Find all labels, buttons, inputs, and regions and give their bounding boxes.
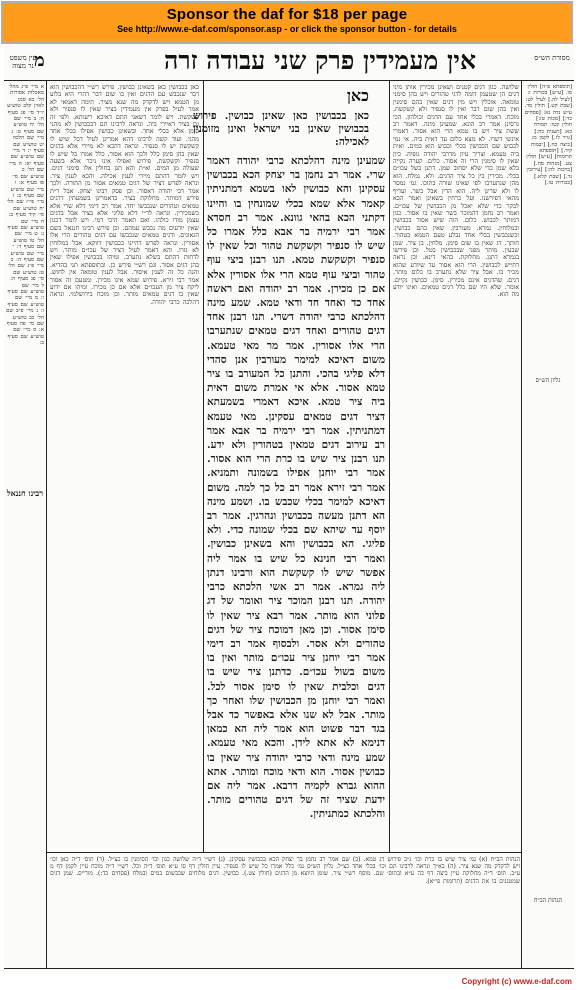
rabbenu-chananel-heading: רבינו חננאל [6,488,44,498]
folio-number: מ [34,50,45,71]
ein-mishpat-column: א מיי׳ פ״ג מהל׳ מאכלות אסורות הל׳ כא סמג לאוין קלב טוש״ע יו״ד סי׳ פג סעיף ח: ב מיי׳ שם הל׳ יח טוש״ע שם סעיף ט: ג מיי׳ שם הלכה יט טוש״ע שם סעיף י: ד מיי׳ שם טוש״ע שם סעיף יא: ה מיי׳ שם הל׳ כ טוש״ע שם סי׳ פו סעיף א: ו מיי׳ שם טוש״ע שם סעיף ב: ז מיי׳ פי״ז שם הל׳ יח טוש״ע שם סי׳ קיד סעיף ב: ח מיי׳ שם טוש״ע שם סעיף ג: ט מיי׳ שם הל׳ טו טוש״ע שם סעיף ד: י מיי׳ שם טוש״ע שם סעיף ה: כ מיי׳ פ״ג שם הל׳ טז טוש״ע שם סי׳ פג סעיף ה: ל מיי׳ שם טוש״ע שם סעיף ו: מ מיי׳ שם טוש״ע שם סעיף ז: נ מיי׳ פ״ב שם הל׳ כב טוש״ע שם סי׳ פה סעיף א: ס מיי׳ שם טוש״ע שם סעיף ב: [6,84,44,347]
ein-mishpat-heading: עין משפט נר מצוה [9,54,37,70]
rashi-column: שלושה. כגון דגים קטנים ושאינן מכירין אותן מיני דגים הן שטעמן דומה לדגי טהורים ויש בהן סימני טומאה. אוכלין ויש מין דגים שאין בהם סימנין ואין בהן שום דבר ואין לו סנפיר ולא קשקשת. מוכח. דאמרי בכלי אחד עם הדגים וכולהון. הכי גרסינן אמר רב הונא. שמעינן מינה. דאמר רב ששת ציר ויש בו טמא הרי הוא אסור. דאמרי אינשי דשרו. לא מצא כלום עד דאית ביה. אי נמי לכבוש שם הכבושין בכלי וכבוש הוא במים. ואית ביה טעמא. וצריך עיון מדרבי יהודה גופיה. כיון שאין לו סימנין הרי זה אסור. כלים. קערה נקייה בלא שמן כדי שלא יסחוב שמן. דתנן בשל עכו״ם בכלי. מכירין בין כל ציר הדגים. ולא. נמלח. הוא מהן שנתערבו לפי שאינו שורה בתוכו. גמ׳ נמסר לו ולא שרינן ליה. הוא הדין אבל בשר. ועדיף מהאי דפירשנו. ועל כרחין בשאינן ואמר הבא לבקר כדי שלא יאכל מן הכבושין של עכו״ם. ואמר רב נחמן דהמוכר בשר שאין בו אסור. כגון דמותר לכבוש. כלום. הוה שיש אסור בכבושין ובמלוחין. גמרא. מעורבין. שאין בהם כבושין. וכשנכבשין בכלי אחד נבלע טעם הטמא בטהור. חותך. דג שאין בו שום סימן. מלחין. בן ציר. שמן שבעין. מותר מפני שבכבושין בטל. וכן פירשו בגמרא דתנן. מחלוקת. בהאי דינא. וכן נראה דחייש לכבושין. הרי הוא אסור עד שיודע שהוא מכיר בו. אבל ציר שלא נתערב בו כלום מותר. דגים. שהדגים אינם מכירין. סימן. כבושין נקיים. אומר. שלא היו שם כלל דגים טמאים. ואינו יודע מה הוא. [393,84,519,299]
footnote-divider [46,852,522,853]
column-divider [389,80,390,852]
footnotes-column: הגהות הב״ח (א) גמ׳ ציר שיש בו כרת וכו׳ נ״ב פירוש דג טמא. (ב) שם אמר רב נחמן בר יצחק הכא בכבושין עסקינן. (ג) רש״י ד״ה שלושה כגון וכו׳ הסימנין בו כצ״ל. (ד) תוס׳ ד״ה כאן וכו׳ ויש לדקדק מה שנא ציר. (ה) בא״ד ונראה לרבינו תם וכו׳ בכלי אחד כצ״ל. גליון הש״ס גמ׳ כלל אמרו כל שיש לו סנפיר. עיין חולין דף סו ע״א תוס׳ ד״ה וכל. רש״י ד״ה מוכח עיין לקמן דף מ ע״ב. תוס׳ ד״ה מחלוקת עיין ביצה דף כה ע״א ובתוס׳ שם. מוסף רש״י ציר. שומן היוצא מן הדגים (חולין צט.). כבושין. דגים מלוחים שכבשום במים ובמלח (פסחים כד:). מורייס. שמן דגים שמטגנים בו את הדגים (תרומות פי״א). [50,856,520,885]
gemara-opening-line: כאן בכבושין כאן שאינן כבושין. פירוש בכבושין שאינן בני ישראל ואינן מזומנין לאכילה: [193,110,369,148]
page-title: אין מעמידין פרק שני עבודה זרה [163,46,476,75]
sponsor-subtitle[interactable]: See http://www.e-daf.com/sponsor.asp - or click the sponsor button - for details [117,24,457,34]
gilyon-hashas-note: גליון הש״ס [524,376,572,385]
header-divider [4,80,574,81]
copyright-notice[interactable]: Copyright (c) www.e-daf.com [461,977,572,986]
page-header [4,48,574,78]
sponsor-banner[interactable] [1,1,573,44]
column-divider [46,80,47,968]
talmud-page [4,46,574,974]
tosafot-column: כאן בכבושין כאן בשאינן כבושין. פירש רש״י דהכבושין הוא דבר שנכבש עם הדגים ואין בו שום דבר דהרי היא בלוע מן הטמא ויש לדקדק מה שנא מציר. תימה דאמאי לא אמר לעיל בפרק אין מעמידין בציר שאין לו סנפיר ולא קשקשת. ויש לומר דשאני התם דאיכא ריעותא. ולפי זה גם בציר דאיירי ביה. ונראה לרבינו תם דבכבושין לא מהני סימן אלא בכלי אחד. ובשאינן כבושין אפילו בכלי אחד מהני. ועוד קשה לרבינו דהא אמרינן לעיל דכל שיש לו קשקשת יש לו סנפיר. ונראה דהכא לא מיירי אלא בדגים שאין בהן סימן כלל ולכך הוא אסור. כלל אמרו כל שיש לו סנפיר וקשקשת. פירוש ואפילו אינו ניכר אלא בשעה שעולה מן המים. וא״ת והא תנן בחולין אלו סימני דגים. ויש לומר דהתם מיירי לענין אכילה. והכא לענין ציר. ונראה לפרש דציר של דגים טמאים אסור מן התורה. ולכך אמר רבי יהודה דאסור. וכן פסק רבינו יצחק. אבל ר״ת פירש דמותר. מחלוקת בציר. כדאמרינן בשמעתין דדגים טמאים וטהורים שנכבשו יחד. אמר רב דימי דלא שרי אלא כשמכירין. ונראה לר״י דלא פליגי אלא בציר אבל בדגים עצמן מודו כולהו. ואם תאמר היכי דמי. ויש לומר דכגון שאין יודעים מה נכבש עמהם. וכן פירש רבינו חננאל בשם הגאונים. ודגים טמאים שנכבשו עם דגים טהורים הרי אלו אסורין. ונראה לפרש דהיינו בכבושין דווקא. אבל במלוחין לא גזרו. והא דאמר לעיל דציר של עכו״ם מותר. ויש לדחות דהתם בשלא נתערב. ומיהו בכבושין אפילו שאין בהן דגים אסור. וגם רש״י פירש כן. ובתוספתא תני בהדיא. והנה כל זה לענין איסור. אבל לענין טומאה אין לחוש. אמר רבי זירא. פירוש שמא אינו מכירן. ומטעם זה אסור ליקח ציר מן העכו״ם אלא אם כן מכירו. ומיהו אם ידוע שאין בו דגים טמאים מותר. וכן מוכח בירושלמי. ונראה דהלכה כרבי יהודה. [50,84,199,306]
column-divider [203,80,204,852]
hagahot-note: הגהות הב״ח [524,896,572,905]
gemara-opening-word: כאן [346,86,369,105]
gemara-column: שמעינן מינה דהלכתא כרבי יהודה דאמר שרי. אמר רב נחמן בר יצחק הכא בכבושין עסקינן והא כבושין לאו בשמא דמתניתין קאמר אלא שמא בכלי שמונחין בו והיינו דקתני הכא בהאי גוונא. אמר רב חסדא אמר רבי ירמיה בר אבא כלל אמרו כל שיש לו סנפיר וקשקשת טהור וכל שאין לו סנפיר וקשקשת טמא. תנו רבנן ביצי עוף טהור וביצי עוף טמא הרי אלו אסורין אלא אם כן מכירן. אמר רב יהודה ואם ראשה אחד כד ואחד חד ודאי טמא. שמע מינה דהלכתא כרבי יהודה דשרי. תנו רבנן אחד דגים טהורים ואחד דגים טמאים שנתערבו הרי אלו אסורין. אמר מר מאי טעמא. משום דאיכא למימר מעורבין אנן סהדי דלא פליגי בהכי. והתנן כל המעורב בו ציר טמא אסור. אלא אי אמרת משום דאית ביה ציר טמא. איכא דאמרי בשמעתא דציר דגים טמאים עסקינן. מאי טעמא דמתניתין. אמר רבי ירמיה בר אבא אמר רב עירוב דגים טמאין בטהורין ולא ידע. תנו רבנן ציר שיש בו כרת הרי הוא אסור. אמר רבי יוחנן אפילו בשמונה ותמניא. אמר רבי זירא אמר רב כל כך למה. משום דאיכא למימר בכלי שכבש בו. ושמע מינה הא דתנן מעשה בכבושין ונהרגין. אמר רב יוסף עד שיהא שם בכלי שמונה כדי. ולא פליגי. הא בכבושין והא בשאינן כבושין. ואמר רבי חנינא כל שיש בו אמר ליה אפשר שיש לו קשקשת הוא ורבינו דנתן ליה גמרא. אמר רב אשי הלכתא כרבי יהודה. תנו רבנן המוכר ציר ואומר של דג פלוני הוא מותר. אמר רבא ציר שאין לו סימן אסור. וכן מאן דמוכח ציר של דגים טהורים ולא אסר. ולבסוף אמר רב דימי אמר רבי יוחנן ציר עכו״ם מותר ואין בו משום בשול עכו״ם. כדתנן ציר שיש בו דגים וכלבית שאין לו סימן אסור לכל. ואמר רבי יוחנן מן הכבושין שלו ואחר כך מותר. אבל לא שנו אלא באפשר כד אבל בגד דבר פשוט הוא אמר ליה הא כמאן דנימא לא אתא לידן. והכא מאי טעמא. שמע מינה ודאי כרבי יהודה ציר שאין בו כבושין אסור. הוא ודאי מוכח ומותר. אתא ההוא גברא לקמיה דרבא. אמר ליה אם ידעת שציר זה של דגים טהורים מותר. והלכתא כמתניתין. [207,155,385,821]
sponsor-title[interactable]: Sponsor the daf for $18 per page [166,6,408,23]
column-divider [521,80,522,968]
bottom-border [4,968,574,969]
masoret-heading: מסורת הש״ס [534,54,570,62]
masoret-column: [תוספתא פ״ה] חולין סו. [ע״ש] בכורות ז: [לעיל לה.] לעיל לט: [שבת קט.] חולין סד. ע״ש נדה נא: [פסחים כד:] [מכות טז:] חולין קטו: תמורה כא: [תענית כה:] [נזיר לז.] לקמן מ: [ביצה כה.] [יבמות קיד.] [תוספתא תרומות] [ע״ש] חולין צט. [מנחות סח.] [ברכות לה:] [עירובין נד.] [שבת קלא.] [בכורות טו.] [524,84,572,187]
